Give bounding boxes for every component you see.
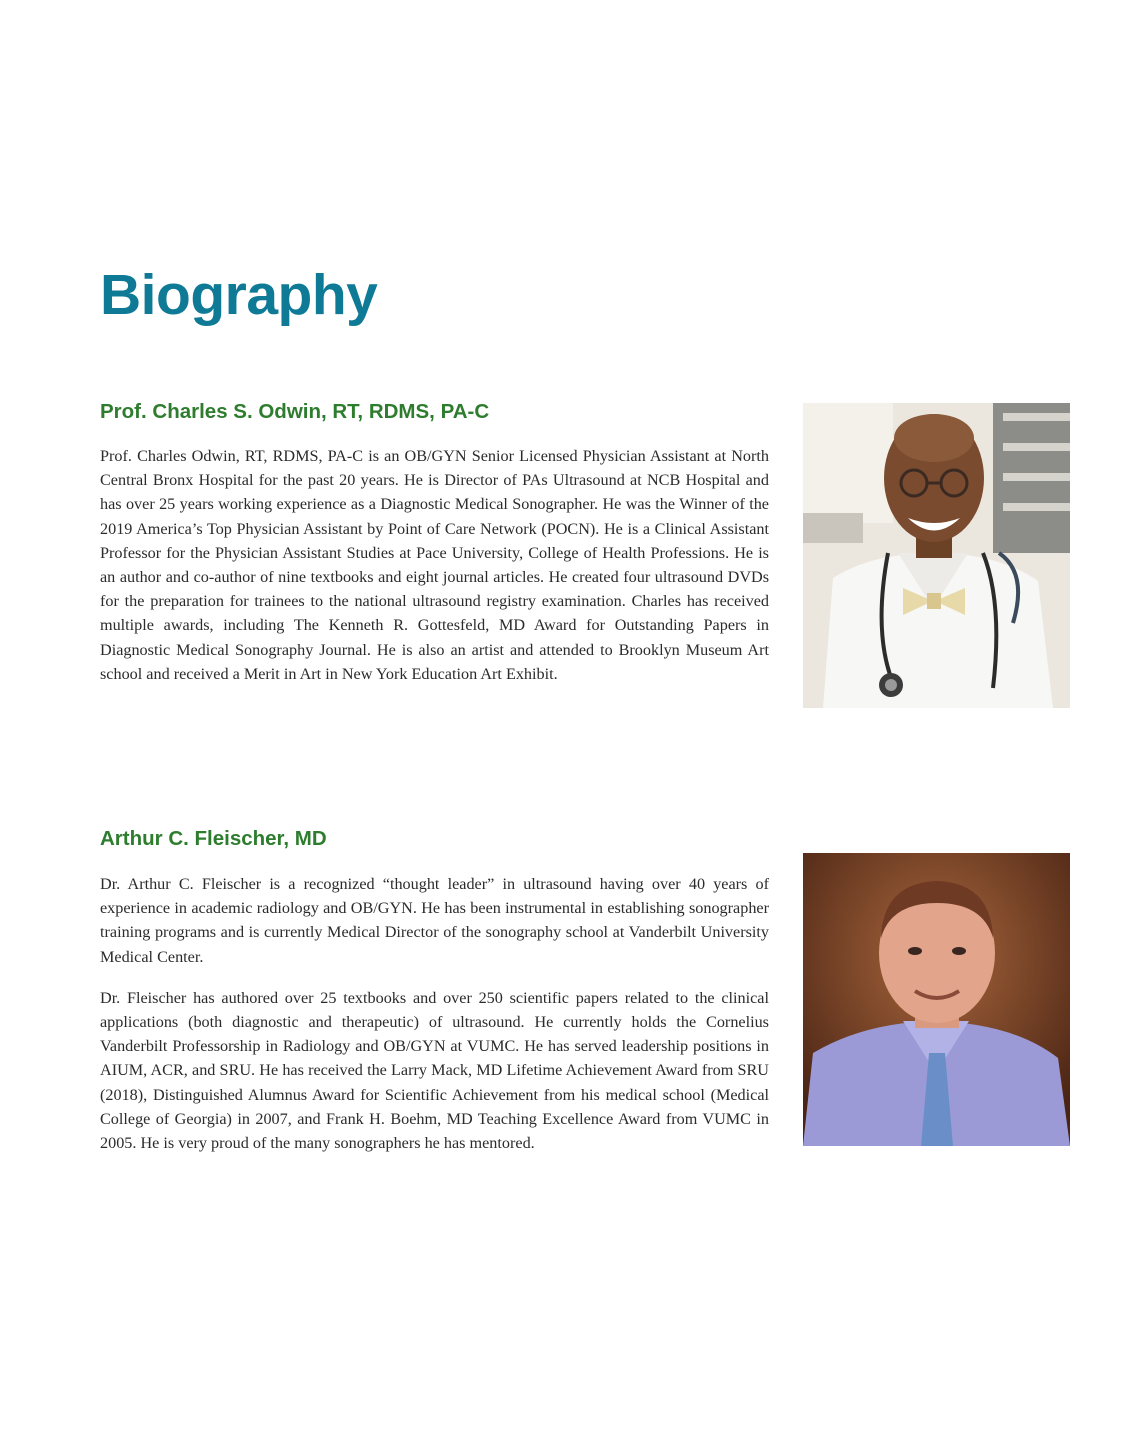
bio-paragraph: Prof. Charles Odwin, RT, RDMS, PA-C is an OB/GYN Senior Licensed Physician Assistant at North Central Bronx Hospital for the past 20 years. He is Director of PAs Ultrasound at NCB Hospital and has over 25 years working experience as a Diagnostic Medical Sonographer. He was the Winner of the 2019 America’s Top Physician Assistant by Point of Care Network (POCN). He is a Clinical Assistant Professor for the Physician Assistant Studies at Pace University, College of Health Professions. He is an author and co-author of nine textbooks and eight journal articles. He created four ultrasound DVDs for the preparation for trainees to the national ultrasound registry examination. Charles has received multiple awards, including The Kenneth R. Gottesfeld, MD Award for Outstanding Papers in Diagnostic Medical Sonography Journal. He is also an artist and attended to Brooklyn Museum Art school and received a Merit in Art in New York Education Art Exhibit. <box>100 447 769 683</box>
portrait-photo-odwin <box>803 403 1070 708</box>
bio-text <box>100 872 769 1172</box>
bio-paragraph: Dr. Arthur C. Fleischer is a recognized “thought leader” in ultrasound having over 40 years of experience in academic radiology and OB/GYN. He has been instrumental in establishing sonographer training programs and is currently Medical Director of the sonography school at Vanderbilt University Medical Center. <box>100 875 769 966</box>
bio-name: Prof. Charles S. Odwin, RT, RDMS, PA-C <box>100 400 490 423</box>
bio-paragraph: Dr. Fleischer has authored over 25 textbooks and over 250 scientific papers related to the clinical applications (both diagnostic and therapeutic) of ultrasound. He currently holds the Cornelius Vanderbilt Professorship in Radiology and OB/GYN at VUMC. He has served leadership positions in AIUM, ACR, and SRU. He has received the Larry Mack, MD Lifetime Achievement Award from SRU (2018), Distinguished Alumnus Award for Scientific Achievement from his medical school (Medical College of Georgia) in 2007, and Frank H. Boehm, MD Teaching Excellence Award from VUMC in 2005. He is very proud of the many sonographers he has mentored. <box>100 988 769 1153</box>
bio-text <box>100 444 769 703</box>
portrait-photo-fleischer <box>803 853 1070 1146</box>
bio-name: Arthur C. Fleischer, MD <box>100 827 327 850</box>
page-title: Biography <box>100 263 378 327</box>
